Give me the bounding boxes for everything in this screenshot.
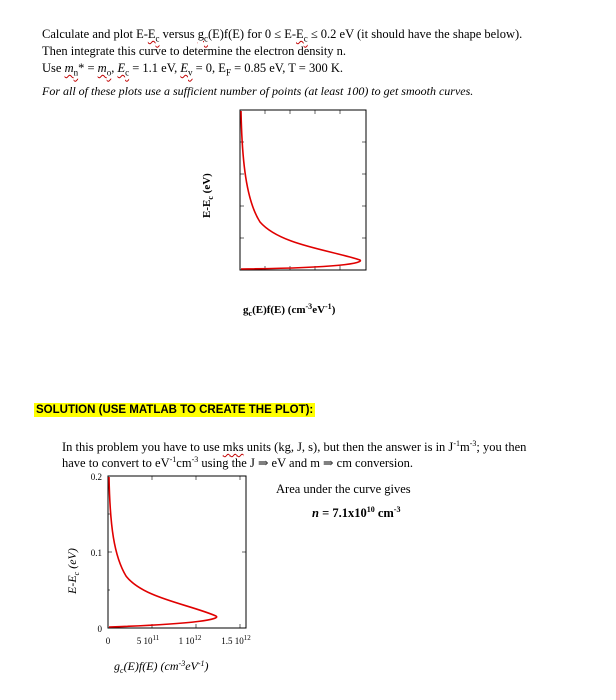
- plot1-curve: [241, 111, 360, 269]
- plot2-ytick-0.2: 0.2: [90, 472, 102, 482]
- plot2-ylabel: $E-E_c$ (eV): [65, 548, 81, 594]
- plot2-frame: [108, 476, 246, 628]
- problem-line-3: Use $m_n* = m_o$, $E_c = 1.1$ eV, $E_v = 0$, $E_F = 0.85$ eV, T = 300 K.: [42, 61, 343, 78]
- plot2-xtick-0: 0: [105, 636, 111, 646]
- plot2-xtick-5e11: 5 $10^{11}$: [136, 634, 160, 646]
- plot2-ytick-0.1: 0.1: [90, 548, 102, 558]
- problem-line-1: Calculate and plot $E-E_c$ versus $g_c(E)f(E)$ for $0 \le E-E_c \le 0.2$ eV (it should have the shape below).: [42, 27, 523, 44]
- plot2-xlabel: $g_c(E)f(E)$ $(cm^{-3}eV^{-1})$: [114, 659, 209, 675]
- plot2-xtick-1e12: 1 $10^{12}$: [178, 634, 202, 646]
- plot1-ticks: [240, 110, 366, 270]
- problem-note: For all of these plots use a sufficient number of points (at least 100) to get smooth curves.: [42, 84, 474, 98]
- plot2-figure: [58, 466, 278, 692]
- solution-heading: SOLUTION (USE MATLAB TO CREATE THE PLOT):: [36, 404, 314, 416]
- solution-text-2: have to convert to $eV^{-1}cm^{-3}$ using the J ⇒ eV and m ⇒ cm conversion.: [62, 455, 414, 471]
- plot1-frame: [240, 110, 366, 270]
- plot1-figure: [180, 100, 390, 325]
- area-text: Area under the curve gives: [276, 482, 411, 496]
- plot2-ticks: [108, 476, 246, 628]
- plot2-curve: [109, 477, 217, 627]
- solution-text-1: In this problem you have to use mks units (kg, J, s), but then the answer is in $J^{-1}m^{-3}$; you then: [62, 439, 527, 455]
- plot1-xlabel: $g_c(E)f(E)$ $(cm^{-3}eV^{-1})$: [243, 302, 336, 318]
- plot2-ytick-0: 0: [97, 624, 102, 634]
- problem-line-2: Then integrate this curve to determine the electron density n.: [42, 44, 347, 58]
- plot1-ylabel: $E-E_c$ (eV): [201, 173, 215, 218]
- result-text: $n = 7.1x10^{10}$ $cm^{-3}$: [312, 505, 401, 521]
- plot2-xtick-1.5e12: 1.5 $10^{12}$: [221, 634, 251, 646]
